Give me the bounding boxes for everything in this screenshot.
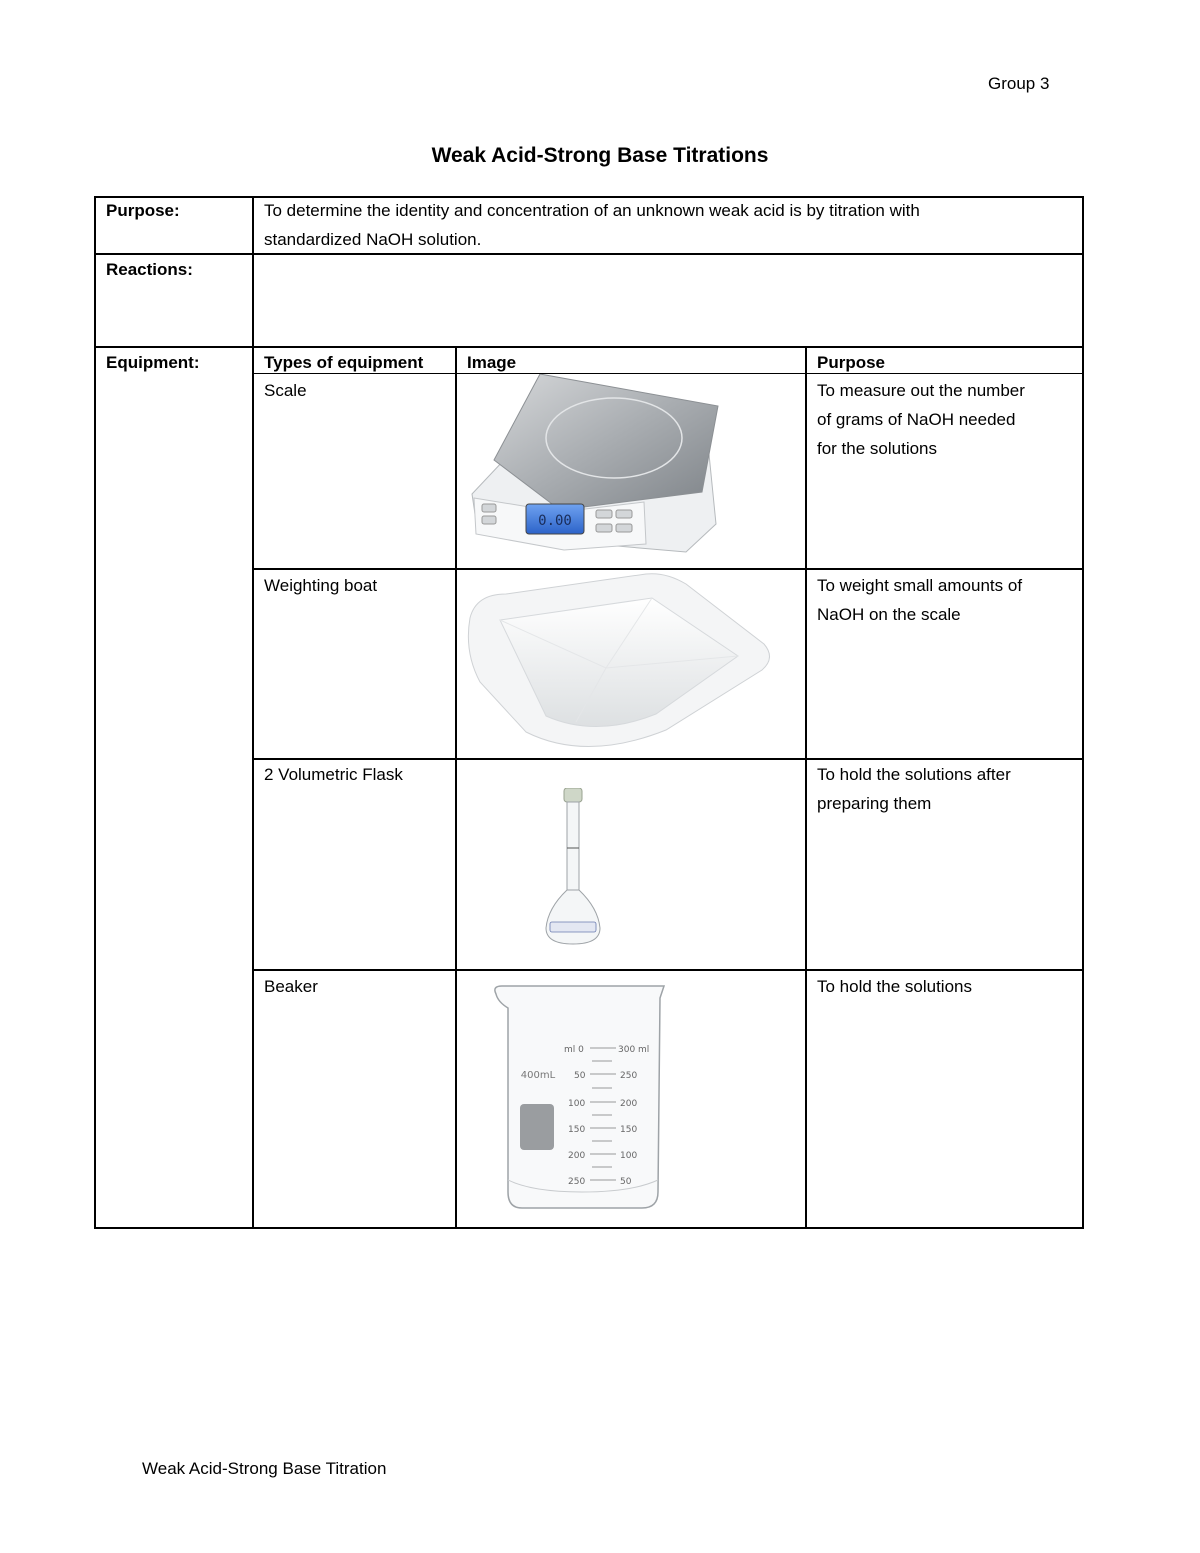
lab-table — [94, 196, 1084, 1229]
equipment-type-beaker: Beaker — [264, 977, 318, 996]
svg-text:ml 0: ml 0 — [564, 1045, 584, 1055]
page-footer: Weak Acid-Strong Base Titration — [142, 1459, 387, 1478]
page-header-group: Group 3 — [988, 74, 1050, 93]
label-column-divider — [252, 196, 254, 1229]
row-divider-purpose — [94, 253, 1084, 255]
svg-text:50: 50 — [620, 1177, 632, 1187]
equipment-row-divider-3 — [253, 969, 1084, 971]
equipment-purpose-beaker-line-1: To hold the solutions — [817, 977, 972, 996]
equipment-header-image: Image — [467, 353, 517, 372]
equipment-image-divider — [805, 347, 807, 1229]
svg-text:400mL: 400mL — [520, 1070, 556, 1081]
purpose-text-line-2: standardized NaOH solution. — [264, 230, 482, 249]
equipment-purpose-weighing-boat-line-2: NaOH on the scale — [817, 605, 961, 624]
table-border-left — [94, 196, 96, 1229]
svg-text:250: 250 — [620, 1071, 638, 1081]
weighing-boat-image — [466, 572, 776, 758]
document-title: Weak Acid-Strong Base Titrations — [431, 144, 769, 167]
equipment-purpose-volumetric-flask-line-2: preparing them — [817, 794, 932, 813]
equipment-type-weighing-boat: Weighting boat — [264, 576, 378, 595]
equipment-type-scale: Scale — [264, 381, 307, 400]
svg-text:250: 250 — [568, 1177, 586, 1187]
svg-text:150: 150 — [620, 1125, 638, 1135]
equipment-type-divider — [455, 347, 457, 1229]
equipment-label: Equipment: — [106, 353, 200, 372]
table-border-bottom — [94, 1227, 1084, 1229]
svg-text:150: 150 — [568, 1125, 586, 1135]
reactions-label: Reactions: — [106, 260, 193, 279]
svg-text:200: 200 — [620, 1099, 638, 1109]
svg-text:200: 200 — [568, 1151, 586, 1161]
svg-text:100: 100 — [568, 1099, 586, 1109]
table-border-right — [1082, 196, 1084, 1229]
equipment-purpose-scale-line-2: of grams of NaOH needed — [817, 410, 1016, 429]
equipment-purpose-scale-line-3: for the solutions — [817, 439, 938, 458]
volumetric-flask-image — [542, 788, 602, 948]
equipment-row-divider-1 — [253, 568, 1084, 570]
equipment-header-type: Types of equipment — [264, 353, 424, 372]
beaker-image — [492, 982, 672, 1212]
svg-text:50: 50 — [574, 1071, 586, 1081]
row-divider-reactions — [94, 346, 1084, 348]
purpose-label: Purpose: — [106, 201, 180, 220]
equipment-type-volumetric-flask: 2 Volumetric Flask — [264, 765, 403, 784]
equipment-purpose-weighing-boat-line-1: To weight small amounts of — [817, 576, 1023, 595]
digital-scale-image — [464, 374, 724, 564]
svg-text:0.00: 0.00 — [538, 513, 572, 529]
purpose-text-line-1: To determine the identity and concentration of an unknown weak acid is by titration with — [264, 201, 920, 220]
equipment-header-purpose: Purpose — [817, 353, 886, 372]
equipment-purpose-volumetric-flask-line-1: To hold the solutions after — [817, 765, 1011, 784]
svg-text:100: 100 — [620, 1151, 638, 1161]
equipment-purpose-scale-line-1: To measure out the number — [817, 381, 1025, 400]
svg-text:300 ml: 300 ml — [618, 1045, 650, 1055]
